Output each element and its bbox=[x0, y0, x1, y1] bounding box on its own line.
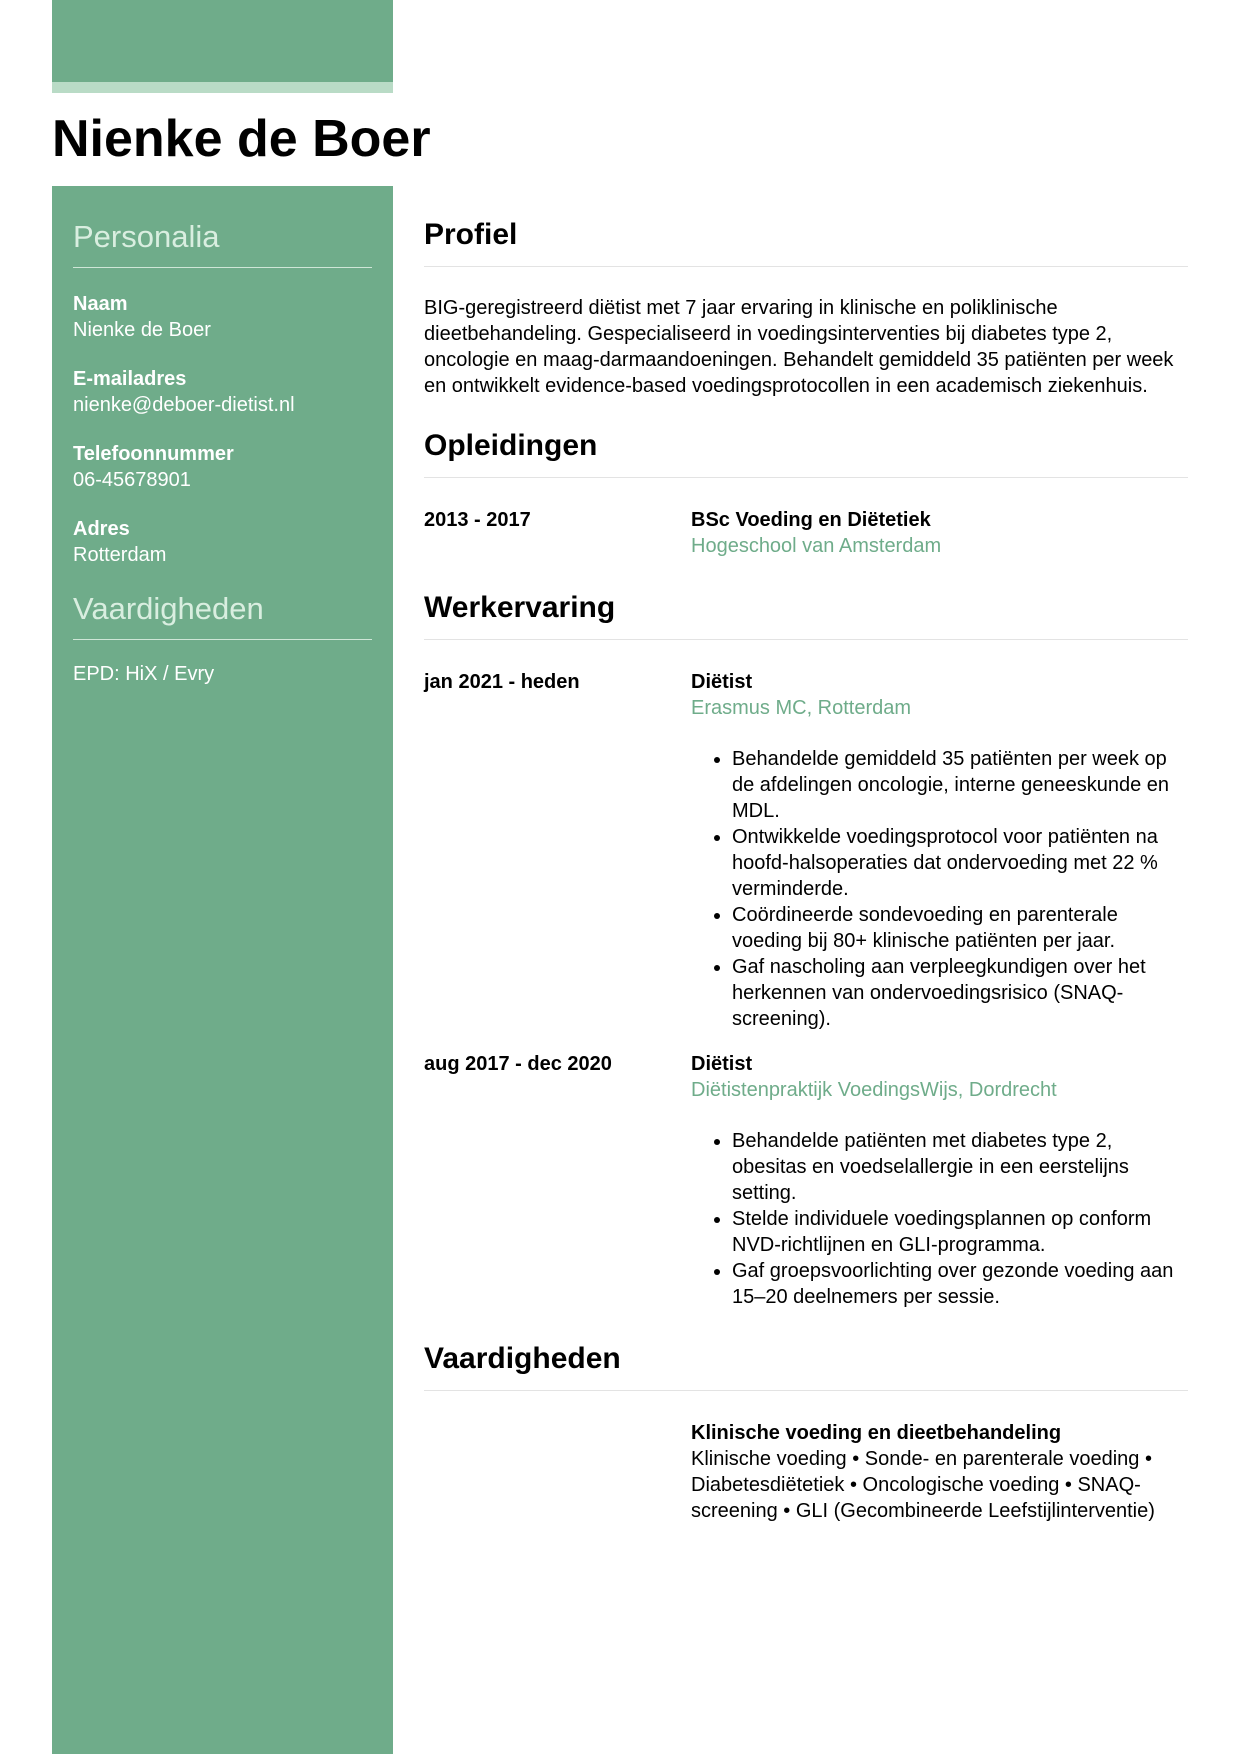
entry-content bbox=[691, 507, 1188, 559]
section-heading: Werkervaring bbox=[424, 588, 1188, 640]
sidebar-skills-heading: Vaardigheden bbox=[73, 591, 372, 640]
entry-organization: Erasmus MC, Rotterdam bbox=[691, 697, 912, 719]
education-entry bbox=[424, 507, 1188, 559]
entry-title: Diëtist bbox=[691, 1053, 753, 1075]
entry-period: jan 2021 - heden bbox=[424, 671, 580, 693]
candidate-name: Nienke de Boer bbox=[52, 110, 431, 168]
field-name bbox=[73, 291, 372, 343]
entry-organization: Diëtistenpraktijk VoedingsWijs, Dordrecht bbox=[691, 1079, 1057, 1101]
section-heading: Opleidingen bbox=[424, 426, 1188, 478]
education-section bbox=[424, 426, 1188, 559]
entry-period: aug 2017 - dec 2020 bbox=[424, 1053, 612, 1075]
skill-items: Klinische voeding • Sonde- en parenterale voeding • Diabetesdiëtetiek • Oncologische voeding • SNAQ-screening • GLI (Gecombineerde Leefstijlinterventie) bbox=[691, 1448, 1155, 1522]
skills-section bbox=[424, 1339, 1188, 1524]
phone-value: 06-45678901 bbox=[73, 469, 191, 491]
field-label: Naam bbox=[73, 293, 128, 315]
entry-organization: Hogeschool van Amsterdam bbox=[691, 535, 942, 557]
field-value: Nienke de Boer bbox=[73, 319, 211, 341]
header-accent-stripe bbox=[52, 82, 393, 93]
section-heading: Profiel bbox=[424, 215, 1188, 267]
header-accent-block bbox=[52, 0, 393, 82]
field-label: Adres bbox=[73, 518, 130, 540]
profile-section bbox=[424, 215, 1188, 399]
experience-entry bbox=[424, 669, 1188, 1032]
personal-heading: Personalia bbox=[73, 219, 372, 268]
entry-content bbox=[691, 669, 1188, 1032]
sidebar bbox=[52, 186, 393, 1754]
field-phone bbox=[73, 441, 372, 493]
experience-entry bbox=[424, 1051, 1188, 1310]
skills-content bbox=[691, 1420, 1188, 1524]
experience-section bbox=[424, 588, 1188, 1310]
achievement-list bbox=[691, 1128, 1188, 1310]
entry-content bbox=[691, 1051, 1188, 1310]
profile-text: BIG-geregistreerd diëtist met 7 jaar ervaring in klinische en poliklinische dieetbehandeling. Gespecialiseerd in voedingsinterventies bij diabetes type 2, oncologie en maag-darmaandoeningen. Behandelt gemiddeld 35 patiënten per week en ontwikkelt evidence-based voedingsprotocollen in een academisch ziekenhuis. bbox=[424, 297, 1174, 397]
entry-title: BSc Voeding en Diëtetiek bbox=[691, 509, 931, 531]
list-item: • Behandelde patiënten met diabetes type 2, obesitas en voedselallergie in een eerstelijns setting. bbox=[732, 1128, 1188, 1206]
field-email bbox=[73, 366, 372, 418]
entry-title: Diëtist bbox=[691, 671, 753, 693]
list-item: • Stelde individuele voedingsplannen op conform NVD-richtlijnen en GLI-programma. bbox=[732, 1206, 1188, 1258]
list-item: • Behandelde gemiddeld 35 patiënten per week op de afdelingen oncologie, interne geneeskunde en MDL. bbox=[732, 746, 1188, 824]
email-value[interactable]: nienke@deboer-dietist.nl bbox=[73, 394, 295, 416]
achievement-list bbox=[691, 746, 1188, 1032]
list-item: • Coördineerde sondevoeding en parenterale voeding bij 80+ klinische patiënten per jaar. bbox=[732, 902, 1188, 954]
field-label: E-mailadres bbox=[73, 368, 187, 390]
list-item: • Gaf groepsvoorlichting over gezonde voeding aan 15–20 deelnemers per sessie. bbox=[732, 1258, 1188, 1310]
list-item: • Gaf nascholing aan verpleegkundigen over het herkennen van ondervoedingsrisico (SNAQ-screening). bbox=[732, 954, 1188, 1032]
field-label: Telefoonnummer bbox=[73, 443, 234, 465]
entry-period: 2013 - 2017 bbox=[424, 509, 531, 531]
skill-category: Klinische voeding en dieetbehandeling bbox=[691, 1422, 1062, 1444]
sidebar-skill-item: EPD: HiX / Evry bbox=[73, 663, 215, 685]
main-content bbox=[424, 186, 1188, 1524]
section-heading: Vaardigheden bbox=[424, 1339, 1188, 1391]
field-value: Rotterdam bbox=[73, 544, 167, 566]
field-address bbox=[73, 516, 372, 568]
list-item: • Ontwikkelde voedingsprotocol voor patiënten na hoofd-halsoperaties dat ondervoeding met 22 % verminderde. bbox=[732, 824, 1188, 902]
